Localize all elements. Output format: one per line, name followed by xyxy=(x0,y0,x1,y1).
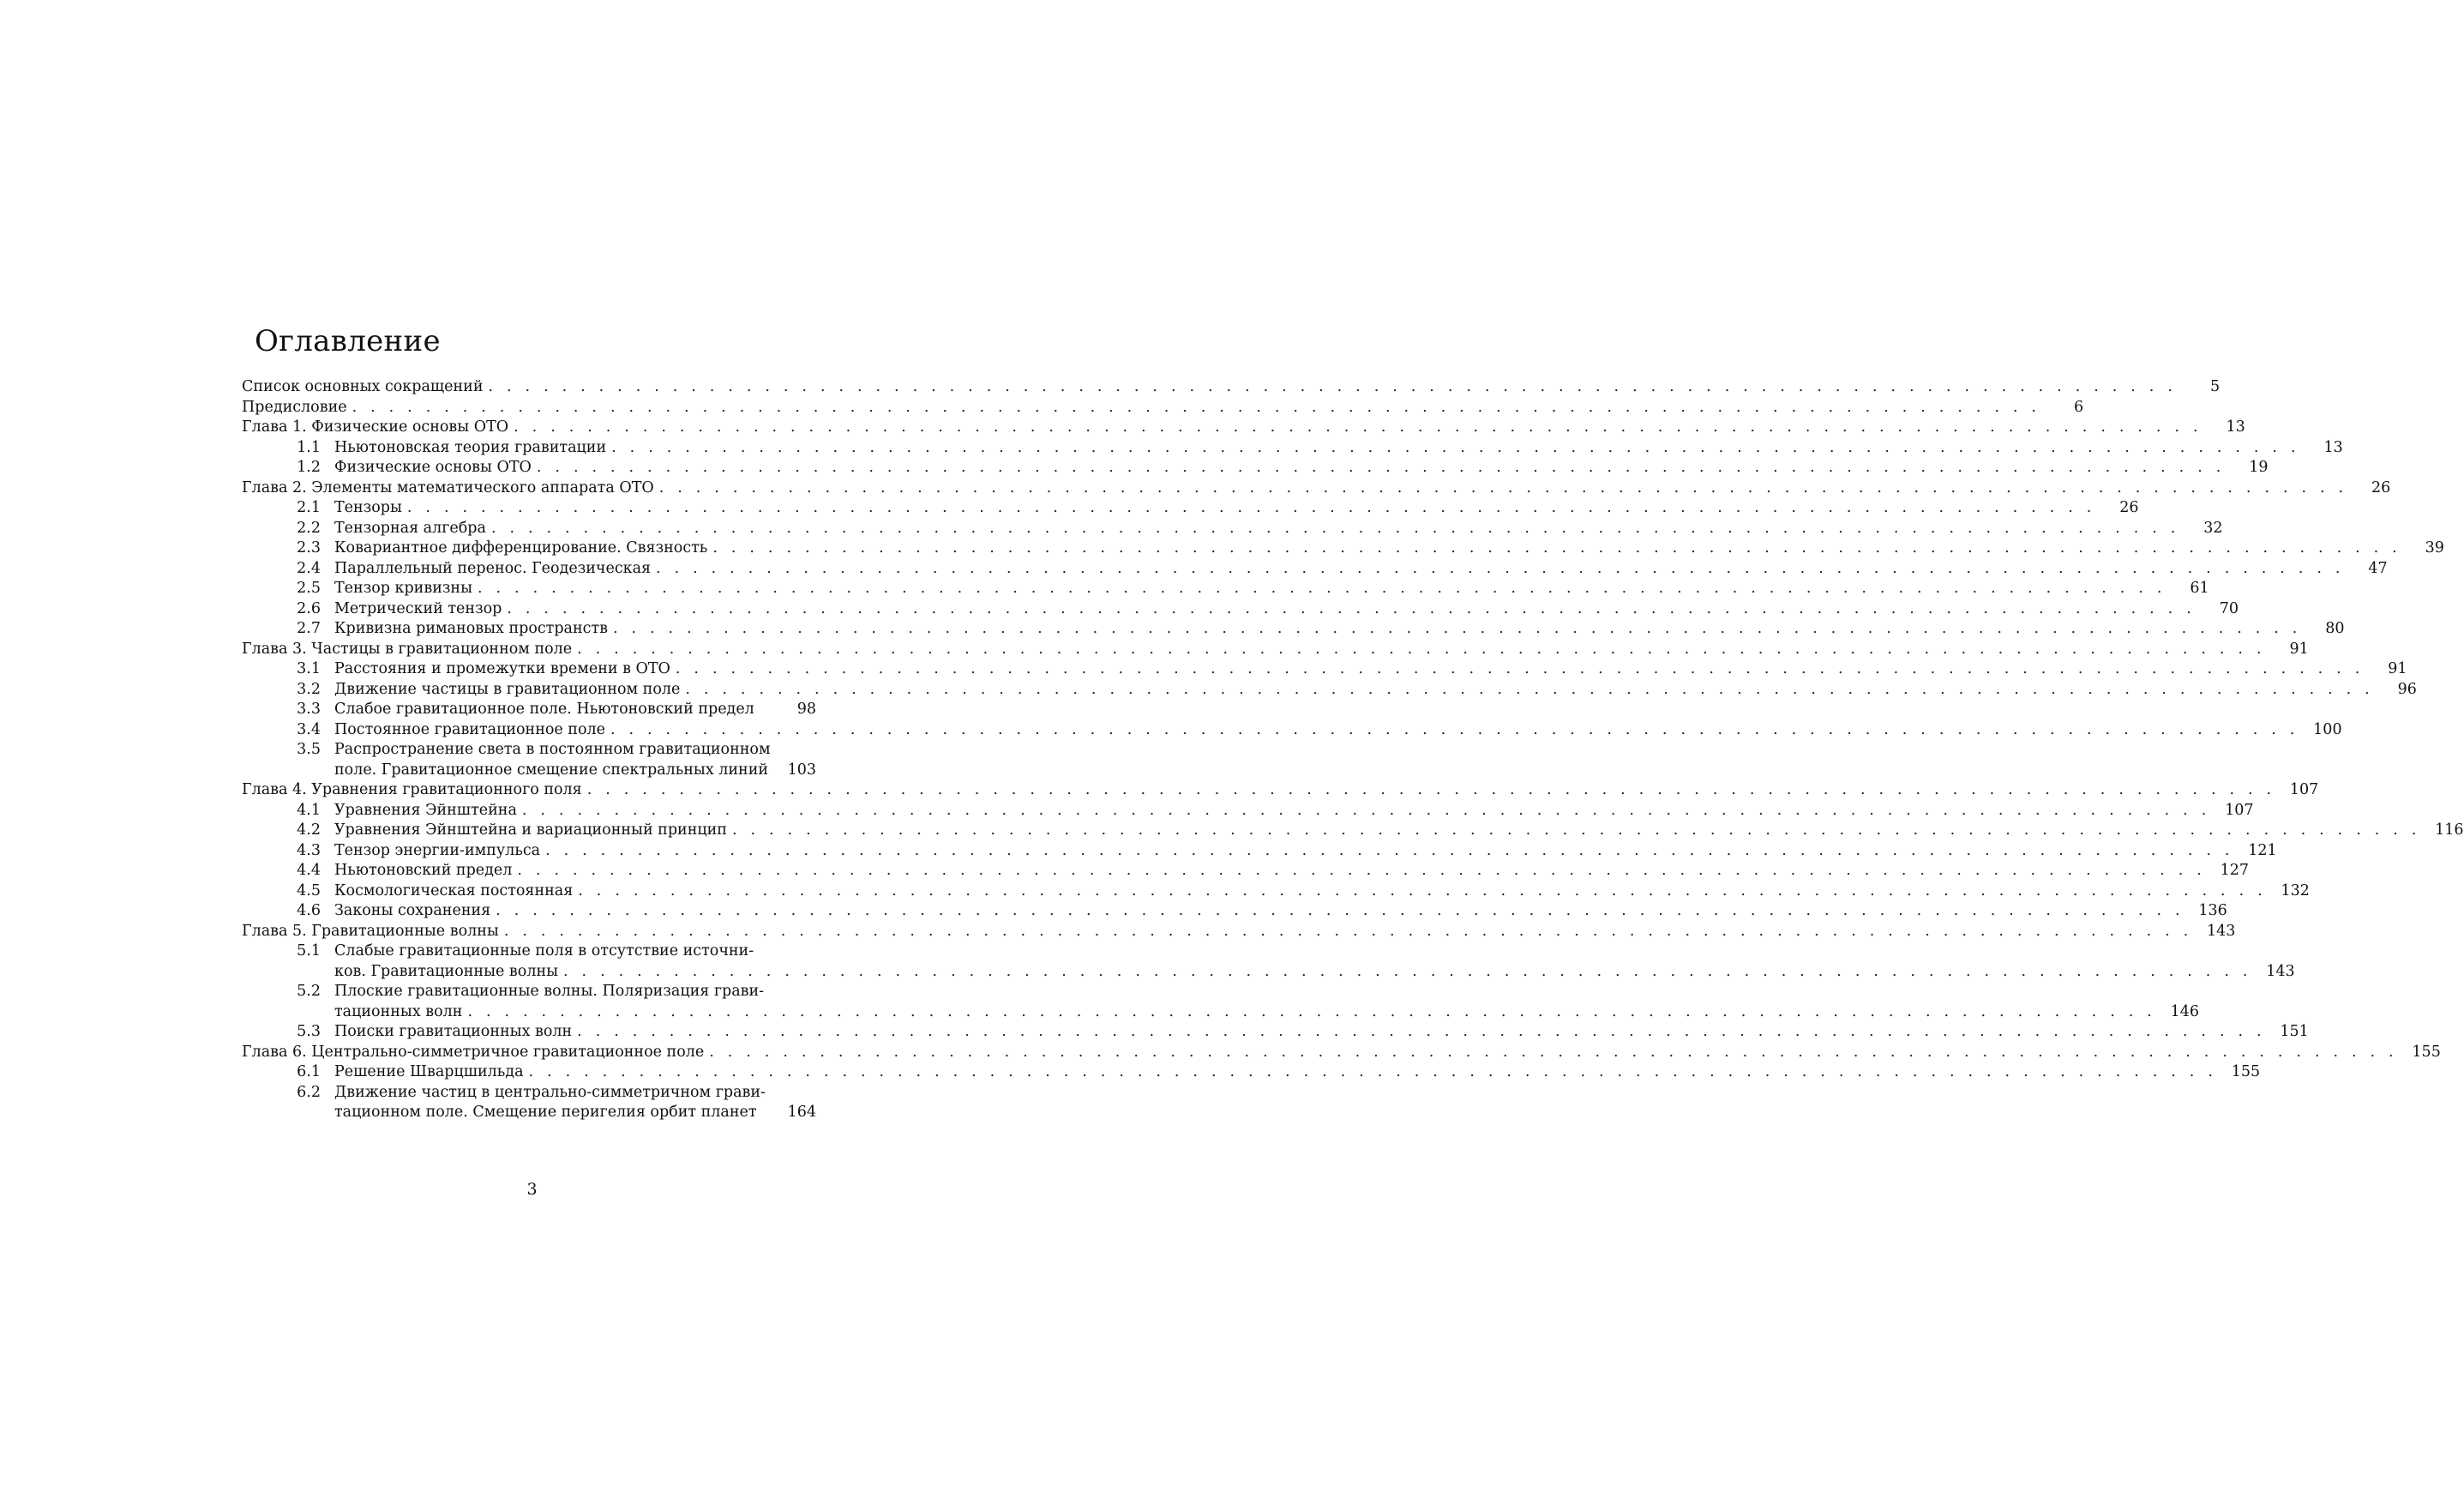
toc-section-number: 5.3 xyxy=(297,1023,321,1040)
toc-entry-label: Слабое гравитационное поле. Ньютоновский предел xyxy=(334,700,760,720)
toc-entry-line xyxy=(334,519,2223,539)
dot-leader xyxy=(676,659,2365,680)
toc-page-number: 103 xyxy=(787,761,817,779)
toc-entry-label: тационном поле. Смещение перигелия орбит планет xyxy=(334,1103,762,1123)
toc-entry-label: Решение Шварцшильда xyxy=(334,1062,529,1083)
toc-section-entry[interactable] xyxy=(242,821,2464,841)
toc-section-entry[interactable] xyxy=(242,659,2407,680)
toc-chapter-entry[interactable] xyxy=(242,1043,2441,1063)
toc-entry-label: тационных волн xyxy=(334,1002,467,1023)
toc-page-number: 26 xyxy=(2119,499,2139,516)
toc-entry-line xyxy=(334,962,2295,983)
toc-entry-label: Список основных сокращений xyxy=(242,377,489,398)
dot-leader xyxy=(504,922,2193,942)
toc-page-number: 143 xyxy=(2266,962,2295,980)
toc-entry-label: ков. Гравитационные волны xyxy=(334,962,563,983)
toc-entry-line xyxy=(334,538,2444,559)
toc-entry-label: Глава 6. Центрально-симметричное гравитационное поле xyxy=(242,1043,709,1063)
toc-page-number: 107 xyxy=(2289,781,2319,798)
toc-entry-line xyxy=(334,881,2310,902)
toc-entry-line xyxy=(334,720,2342,741)
toc-entry-label: Постоянное гравитационное поле xyxy=(334,720,610,741)
table-of-contents xyxy=(242,377,2464,1123)
toc-chapter-entry[interactable] xyxy=(242,398,2084,418)
toc-entry-line xyxy=(334,1103,816,1123)
dot-leader xyxy=(491,519,2180,539)
toc-section-number: 2.4 xyxy=(297,559,321,577)
toc-entry-line xyxy=(334,559,2388,580)
toc-chapter-entry[interactable] xyxy=(242,478,2391,499)
dot-leader xyxy=(517,861,2206,881)
toc-section-number: 2.1 xyxy=(297,499,321,516)
toc-page-number: 91 xyxy=(2388,660,2407,677)
toc-entry-line xyxy=(334,982,816,1002)
toc-entry-line xyxy=(242,418,2245,438)
toc-entry-line xyxy=(334,861,2249,881)
toc-entry-label: Поиски гравитационных волн xyxy=(334,1022,577,1043)
toc-entry-line xyxy=(334,659,2407,680)
dot-leader xyxy=(489,377,2178,398)
toc-page-number: 98 xyxy=(796,701,816,718)
toc-entry-line xyxy=(334,901,2227,922)
toc-entry-label: Глава 1. Физические основы ОТО xyxy=(242,418,514,438)
toc-page-number: 47 xyxy=(2368,559,2388,577)
toc-entry-line xyxy=(334,1083,816,1104)
toc-entry-label: Глава 3. Частицы в гравитационном поле xyxy=(242,640,577,660)
toc-section-number: 2.6 xyxy=(297,599,321,617)
toc-section-number: 4.4 xyxy=(297,862,321,879)
toc-chapter-entry[interactable] xyxy=(242,780,2319,801)
toc-entry-label: Космологическая постоянная xyxy=(334,881,578,902)
toc-section-entry[interactable] xyxy=(242,559,2388,580)
toc-section-entry[interactable] xyxy=(242,599,2239,620)
toc-entry-label: Ньютоновский предел xyxy=(334,861,517,881)
toc-section-number: 6.2 xyxy=(297,1083,321,1101)
toc-page-number: 39 xyxy=(2425,539,2444,556)
toc-chapter-entry[interactable] xyxy=(242,922,2236,942)
toc-entry-line xyxy=(334,458,2269,478)
toc-section-number: 5.1 xyxy=(297,942,321,960)
toc-section-number: 5.2 xyxy=(297,983,321,1000)
dot-leader xyxy=(610,720,2299,741)
toc-section-number: 3.5 xyxy=(297,741,321,758)
toc-entry-line xyxy=(334,579,2209,599)
toc-page-number: 96 xyxy=(2397,680,2417,698)
toc-section-number: 2.2 xyxy=(297,519,321,537)
toc-continuation-line[interactable] xyxy=(242,962,2295,983)
toc-entry-label: Распространение света в постоянном гравитационном xyxy=(334,740,776,761)
toc-continuation-line[interactable] xyxy=(242,761,816,781)
toc-page-number: 146 xyxy=(2170,1002,2200,1020)
toc-page-number: 13 xyxy=(2226,418,2245,436)
toc-chapter-entry[interactable] xyxy=(242,377,2221,398)
toc-chapter-entry[interactable] xyxy=(242,418,2245,438)
dot-leader xyxy=(563,962,2252,983)
toc-entry-label: Расстояния и промежутки времени в ОТО xyxy=(334,659,676,680)
dot-leader xyxy=(507,599,2196,620)
toc-page-number: 151 xyxy=(2280,1023,2309,1040)
toc-page-number: 32 xyxy=(2203,519,2223,537)
toc-section-entry[interactable] xyxy=(242,680,2417,701)
toc-entry-line xyxy=(242,1043,2441,1063)
toc-page-number: 13 xyxy=(2323,438,2343,456)
dot-leader xyxy=(611,438,2300,459)
toc-page-number: 127 xyxy=(2220,862,2249,879)
toc-section-entry[interactable] xyxy=(242,1062,2261,1083)
toc-entry-line xyxy=(334,498,2139,519)
toc-section-entry[interactable] xyxy=(242,700,816,720)
toc-section-entry[interactable] xyxy=(242,841,2277,862)
toc-page-number: 61 xyxy=(2190,580,2209,597)
toc-page-number: 26 xyxy=(2371,478,2391,496)
dot-leader xyxy=(656,559,2345,580)
toc-entry-label: Тензор кривизны xyxy=(334,579,478,599)
toc-section-entry[interactable] xyxy=(242,901,2227,922)
toc-section-entry[interactable] xyxy=(242,579,2209,599)
dot-leader xyxy=(685,680,2374,701)
toc-section-entry[interactable] xyxy=(242,881,2310,902)
dot-leader xyxy=(587,780,2276,801)
toc-section-number: 1.2 xyxy=(297,459,321,476)
toc-section-entry[interactable] xyxy=(242,861,2249,881)
dot-leader xyxy=(577,1022,2266,1043)
toc-section-number: 1.1 xyxy=(297,438,321,456)
toc-entry-line xyxy=(242,640,2309,660)
dot-leader xyxy=(352,398,2041,418)
toc-section-entry[interactable] xyxy=(242,458,2269,478)
toc-entry-label: Слабые гравитационные поля в отсутствие источни- xyxy=(334,942,759,962)
toc-page-number: 107 xyxy=(2225,801,2254,819)
toc-entry-label: Тензор энергии-импульса xyxy=(334,841,545,862)
toc-section-number: 3.3 xyxy=(297,701,321,718)
dot-leader xyxy=(496,901,2185,922)
toc-entry-label: Уравнения Эйнштейна xyxy=(334,801,522,821)
dot-leader xyxy=(709,1043,2398,1063)
toc-entry-line xyxy=(242,398,2084,418)
dot-leader xyxy=(613,619,2302,640)
toc-entry-line xyxy=(334,821,2464,841)
dot-leader xyxy=(467,1002,2156,1023)
toc-section-entry[interactable] xyxy=(242,1083,816,1104)
toc-section-entry[interactable] xyxy=(242,438,2343,459)
toc-section-number: 4.2 xyxy=(297,821,321,839)
toc-section-entry[interactable] xyxy=(242,740,816,761)
dot-leader xyxy=(537,458,2226,478)
toc-section-number: 2.7 xyxy=(297,620,321,637)
toc-entry-label: Тензорная алгебра xyxy=(334,519,491,539)
toc-entry-label: Глава 2. Элементы математического аппарата ОТО xyxy=(242,478,659,499)
toc-section-number: 4.3 xyxy=(297,841,321,859)
toc-page-number: 121 xyxy=(2248,841,2277,859)
toc-page-number: 164 xyxy=(787,1104,816,1121)
toc-entry-label: поле. Гравитационное смещение спектральных линий xyxy=(334,761,773,781)
toc-entry-label: Ньютоновская теория гравитации xyxy=(334,438,611,459)
toc-entry-line xyxy=(334,599,2239,620)
toc-section-number: 2.5 xyxy=(297,580,321,597)
toc-entry-label: Предисловие xyxy=(242,398,352,418)
toc-entry-line xyxy=(334,700,816,720)
toc-section-number: 3.2 xyxy=(297,680,321,698)
toc-entry-label: Глава 4. Уравнения гравитационного поля xyxy=(242,780,587,801)
toc-entry-label: Тензоры xyxy=(334,498,407,519)
dot-leader xyxy=(578,881,2267,902)
toc-page-number: 100 xyxy=(2313,720,2342,738)
toc-page-number: 155 xyxy=(2412,1043,2441,1061)
toc-continuation-line[interactable] xyxy=(242,1002,2200,1023)
toc-page-number: 91 xyxy=(2289,640,2309,658)
toc-entry-label: Движение частицы в гравитационном поле xyxy=(334,680,685,701)
toc-page-number: 6 xyxy=(2074,398,2084,416)
toc-page-number: 155 xyxy=(2231,1063,2261,1080)
toc-entry-label: Ковариантное дифференцирование. Связность xyxy=(334,538,712,559)
toc-section-number: 2.3 xyxy=(297,539,321,556)
dot-leader xyxy=(478,579,2167,599)
toc-section-entry[interactable] xyxy=(242,538,2444,559)
dot-leader xyxy=(712,538,2401,559)
dot-leader xyxy=(577,640,2266,660)
toc-section-entry[interactable] xyxy=(242,942,816,962)
toc-entry-line xyxy=(334,740,816,761)
toc-section-entry[interactable] xyxy=(242,498,2139,519)
toc-section-entry[interactable] xyxy=(242,801,2254,821)
toc-page-number: 143 xyxy=(2207,922,2236,940)
toc-page-number: 5 xyxy=(2209,378,2221,395)
toc-entry-label: Уравнения Эйнштейна и вариационный принцип xyxy=(334,821,732,841)
toc-section-number: 4.1 xyxy=(297,801,321,819)
dot-leader xyxy=(522,801,2211,821)
toc-entry-line xyxy=(334,841,2277,862)
toc-section-number: 6.1 xyxy=(297,1063,321,1080)
page-title: Оглавление xyxy=(255,324,441,358)
toc-entry-label: Законы сохранения xyxy=(334,901,496,922)
toc-section-number: 3.1 xyxy=(297,660,321,677)
toc-entry-label: Кривизна римановых пространств xyxy=(334,619,613,640)
toc-entry-line xyxy=(242,377,2221,398)
toc-entry-line xyxy=(334,438,2343,459)
dot-leader xyxy=(545,841,2234,862)
dot-leader xyxy=(514,418,2203,438)
page-number: 3 xyxy=(526,1180,538,1199)
toc-entry-line xyxy=(334,619,2345,640)
toc-continuation-line[interactable] xyxy=(242,1103,816,1123)
toc-chapter-entry[interactable] xyxy=(242,640,2309,660)
toc-entry-line xyxy=(334,942,816,962)
toc-entry-label: Движение частиц в центрально-симметричном грави- xyxy=(334,1083,771,1104)
toc-section-entry[interactable] xyxy=(242,1022,2309,1043)
toc-entry-line xyxy=(334,801,2254,821)
toc-section-entry[interactable] xyxy=(242,720,2342,741)
toc-entry-label: Метрический тензор xyxy=(334,599,507,620)
toc-section-entry[interactable] xyxy=(242,619,2345,640)
toc-page-number: 19 xyxy=(2249,459,2269,476)
dot-leader xyxy=(407,498,2096,519)
toc-entry-line xyxy=(242,780,2319,801)
toc-entry-line xyxy=(334,761,816,781)
toc-section-number: 4.6 xyxy=(297,902,321,919)
toc-entry-line xyxy=(334,1002,2200,1023)
toc-entry-line xyxy=(334,680,2417,701)
toc-section-number: 3.4 xyxy=(297,720,321,738)
dot-leader xyxy=(529,1062,2218,1083)
toc-entry-line xyxy=(334,1062,2261,1083)
toc-page-number: 136 xyxy=(2198,902,2227,919)
toc-entry-label: Глава 5. Гравитационные волны xyxy=(242,922,504,942)
toc-entry-label: Параллельный перенос. Геодезическая xyxy=(334,559,656,580)
toc-entry-line xyxy=(242,922,2236,942)
toc-entry-label: Физические основы ОТО xyxy=(334,458,537,478)
toc-page-number: 70 xyxy=(2219,599,2239,617)
toc-section-number: 4.5 xyxy=(297,881,321,899)
toc-page-number: 116 xyxy=(2435,821,2464,839)
toc-page-number: 80 xyxy=(2325,620,2345,637)
toc-entry-line xyxy=(242,478,2391,499)
toc-section-entry[interactable] xyxy=(242,982,816,1002)
toc-page-number: 132 xyxy=(2281,881,2310,899)
toc-entry-label: Плоские гравитационные волны. Поляризация грави- xyxy=(334,982,769,1002)
toc-entry-line xyxy=(334,1022,2309,1043)
toc-section-entry[interactable] xyxy=(242,519,2223,539)
dot-leader xyxy=(732,821,2421,841)
dot-leader xyxy=(659,478,2348,499)
